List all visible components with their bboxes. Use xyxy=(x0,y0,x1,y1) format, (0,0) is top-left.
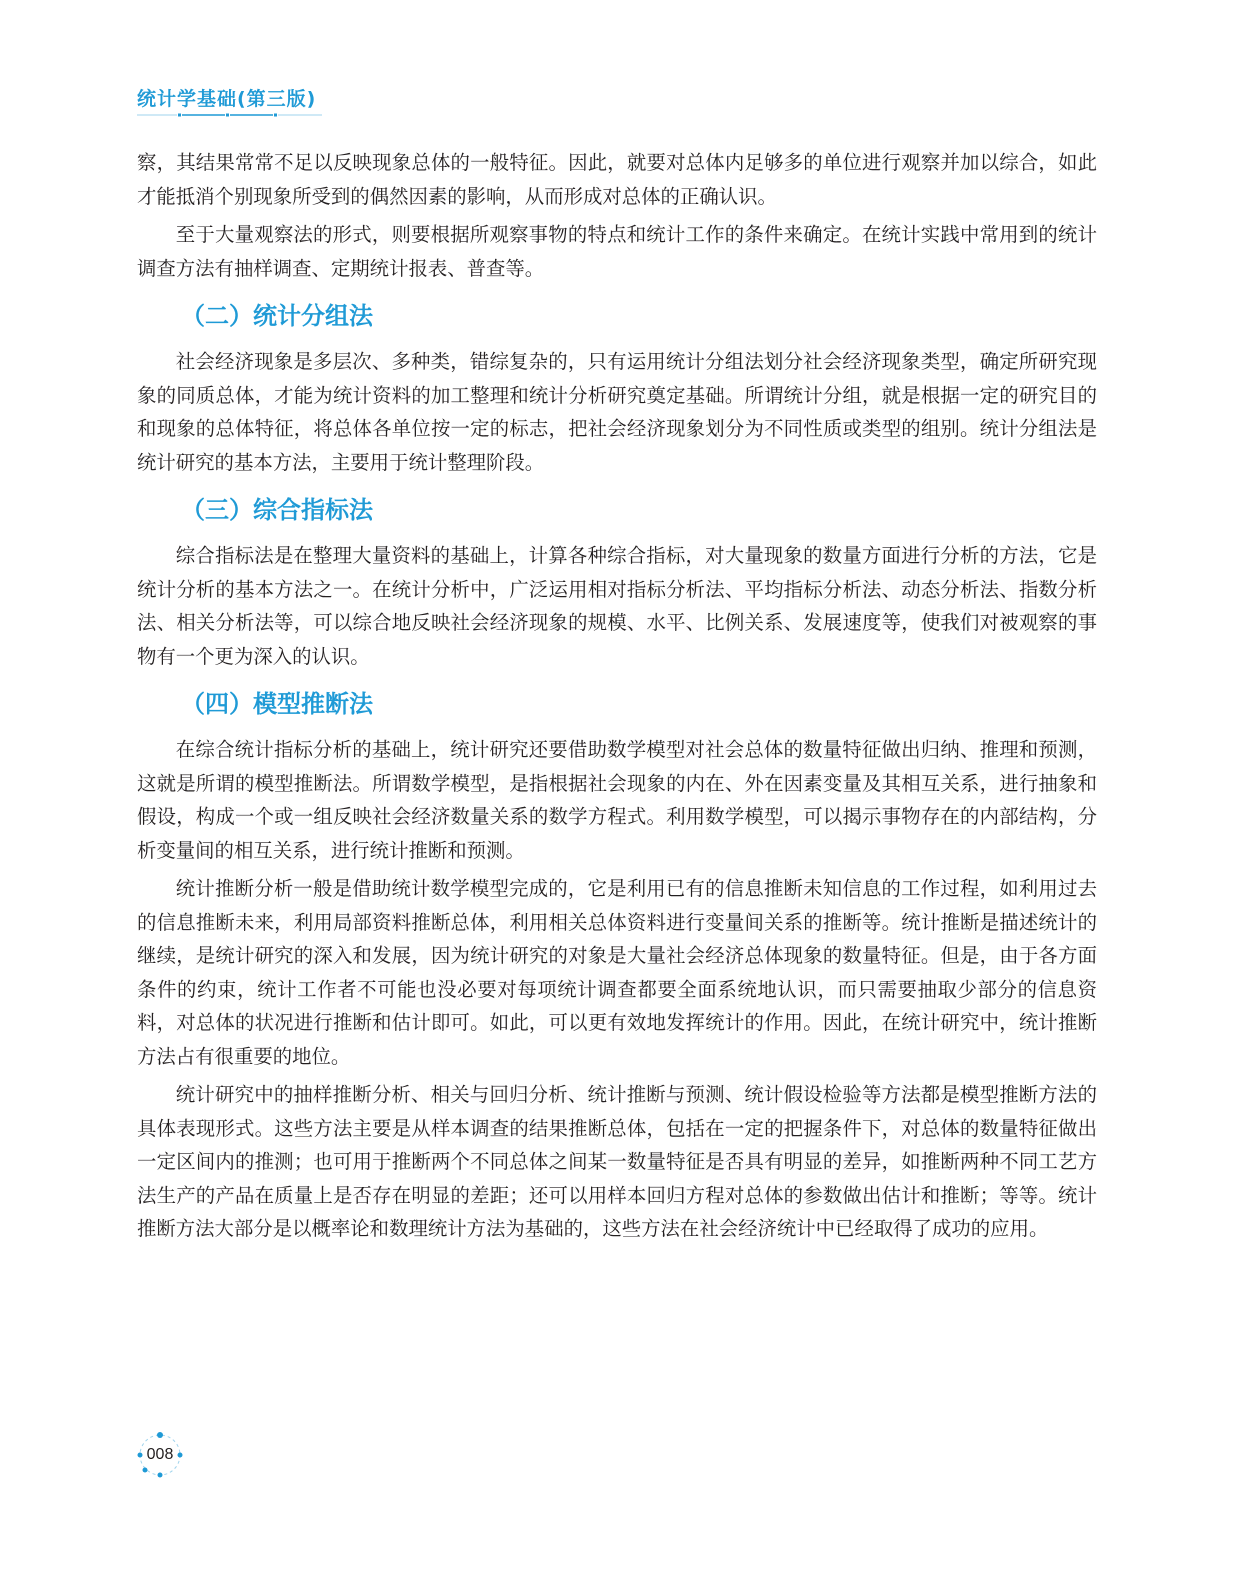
running-head-title: 统计学基础(第三版) xyxy=(137,88,317,110)
body-paragraph: 统计推断分析一般是借助统计数学模型完成的，它是利用已有的信息推断未知信息的工作过程，如利用过去的信息推断未来，利用局部资料推断总体，利用相关总体资料进行变量间关系的推断等。统计推断是描述统计的继续，是统计研究的深入和发展，因为统计研究的对象是大量社会经济总体现象的数量特征。但是，由于各方面条件的约束，统计工作者不可能也没必要对每项统计调查都要全面系统地认识，而只需要抽取少部分的信息资料，对总体的状况进行推断和估计即可。如此，可以更有效地发挥统计的作用。因此，在统计研究中，统计推断方法占有很重要的地位。 xyxy=(137,877,1097,1068)
section-heading: （二）统计分组法 xyxy=(181,302,373,330)
section-heading: （四）模型推断法 xyxy=(181,690,373,718)
section-heading: （三）综合指标法 xyxy=(181,496,373,524)
page-number: 008 xyxy=(146,1446,174,1463)
body-paragraph: 社会经济现象是多层次、多种类，错综复杂的，只有运用统计分组法划分社会经济现象类型，确定所研究现象的同质总体，才能为统计资料的加工整理和统计分析研究奠定基础。所谓统计分组，就是根据一定的研究目的和现象的总体特征，将总体各单位按一定的标志，把社会经济现象划分为不同性质或类型的组别。统计分组法是统计研究的基本方法，主要用于统计整理阶段。 xyxy=(137,350,1097,474)
body-paragraph: 统计研究中的抽样推断分析、相关与回归分析、统计推断与预测、统计假设检验等方法都是模型推断方法的具体表现形式。这些方法主要是从样本调查的结果推断总体，包括在一定的把握条件下，对总体的数量特征做出一定区间内的推测；也可用于推断两个不同总体之间某一数量特征是否具有明显的差异，如推断两种不同工艺方法生产的产品在质量上是否存在明显的差距；还可以用样本回归方程对总体的参数做出估计和推断；等等。统计推断方法大部分是以概率论和数理统计方法为基础的，这些方法在社会经济统计中已经取得了成功的应用。 xyxy=(137,1083,1097,1240)
body-paragraph: 至于大量观察法的形式，则要根据所观察事物的特点和统计工作的条件来确定。在统计实践中常用到的统计调查方法有抽样调查、定期统计报表、普查等。 xyxy=(137,223,1097,280)
header-decorative-rule xyxy=(137,112,322,118)
page-body xyxy=(137,146,1097,1251)
body-paragraph: 综合指标法是在整理大量资料的基础上，计算各种综合指标，对大量现象的数量方面进行分析的方法，它是统计分析的基本方法之一。在统计分析中，广泛运用相对指标分析法、平均指标分析法、动态分析法、指数分析法、相关分析法等，可以综合地反映社会经济现象的规模、水平、比例关系、发展速度等，使我们对被观察的事物有一个更为深入的认识。 xyxy=(137,544,1097,668)
body-paragraph: 在综合统计指标分析的基础上，统计研究还要借助数学模型对社会总体的数量特征做出归纳、推理和预测，这就是所谓的模型推断法。所谓数学模型，是指根据社会现象的内在、外在因素变量及其相互关系，进行抽象和假设，构成一个或一组反映社会经济数量关系的数学方程式。利用数学模型，可以揭示事物存在的内部结构，分析变量间的相互关系，进行统计推断和预测。 xyxy=(137,738,1097,862)
body-paragraph: 察，其结果常常不足以反映现象总体的一般特征。因此，就要对总体内足够多的单位进行观察并加以综合，如此才能抵消个别现象所受到的偶然因素的影响，从而形成对总体的正确认识。 xyxy=(137,151,1097,208)
